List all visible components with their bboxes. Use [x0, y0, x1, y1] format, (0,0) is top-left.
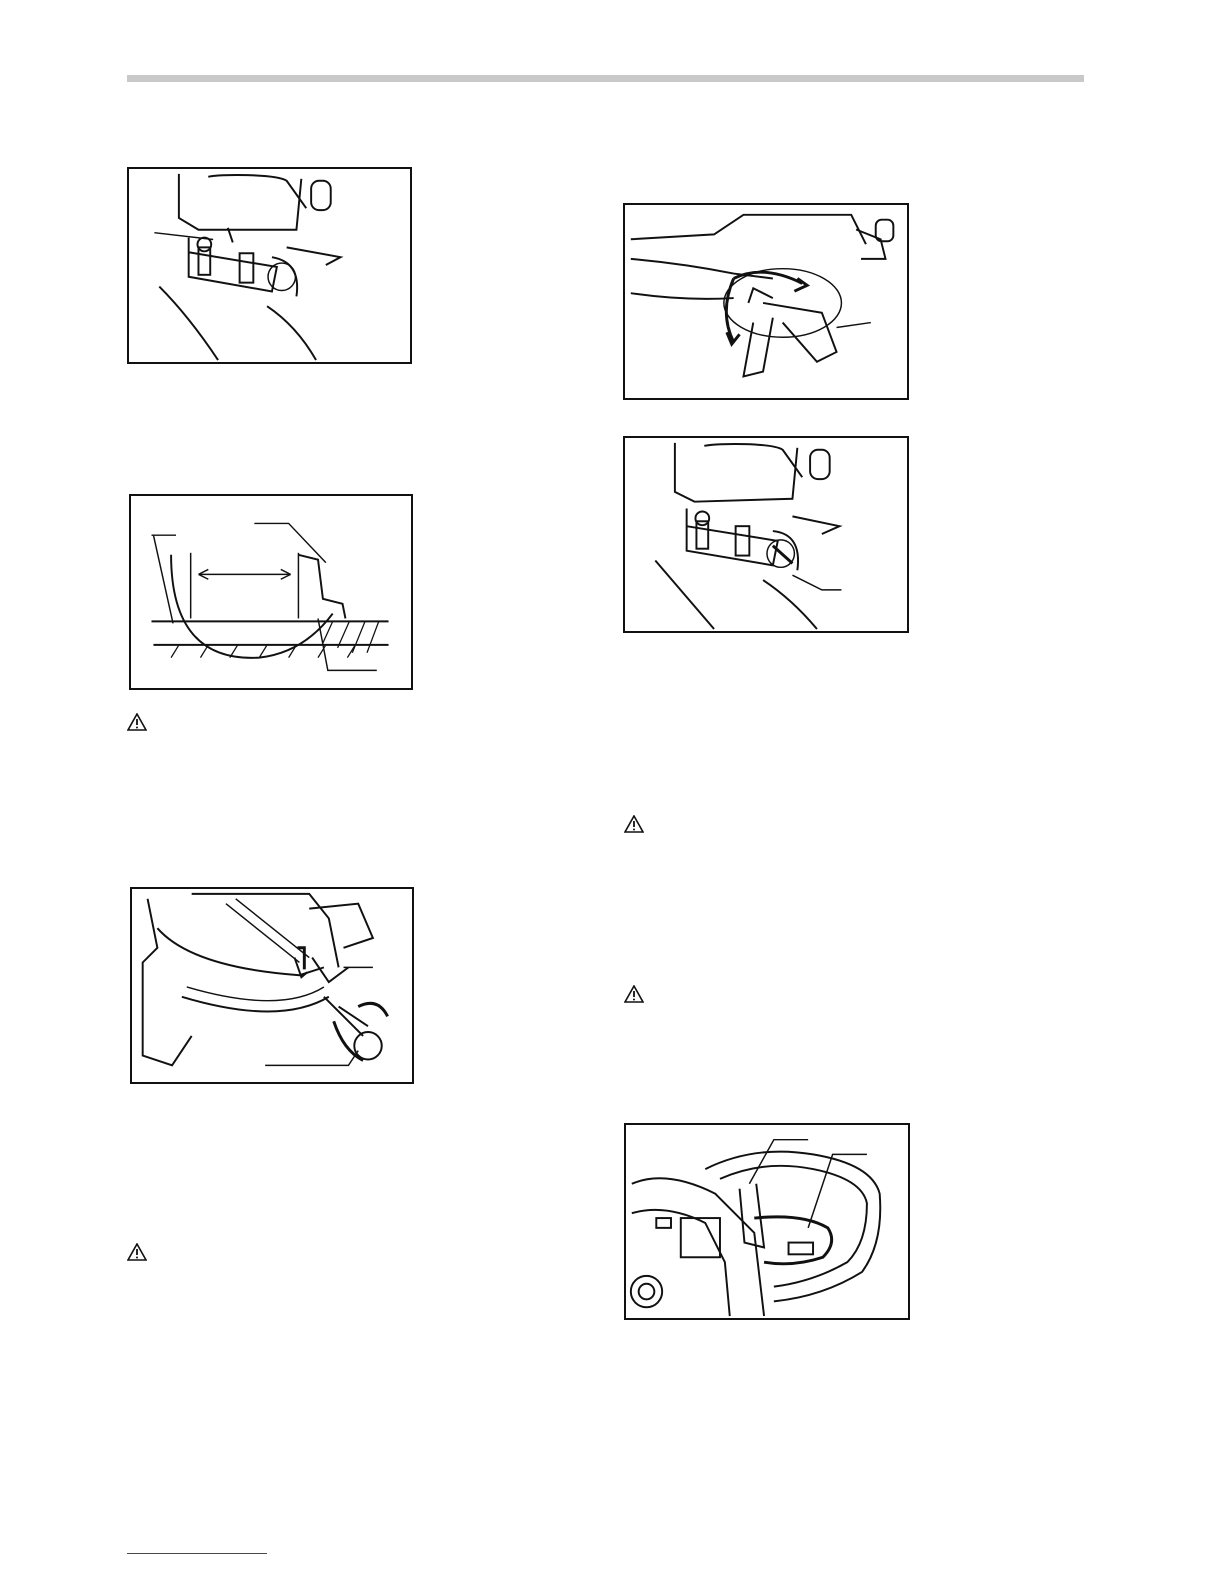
header-rule — [127, 75, 1084, 82]
figure-bevel-pointer — [623, 436, 909, 633]
figure-blade-clearance — [129, 494, 413, 690]
footer-link-underline — [127, 1553, 267, 1554]
figure-bevel-lever — [623, 203, 909, 400]
figure-miter-lock — [130, 887, 414, 1084]
figure-bevel-stopper — [127, 167, 412, 364]
warning-icon — [127, 713, 147, 731]
figure-handle-switch — [624, 1123, 910, 1320]
warning-icon — [127, 1243, 147, 1261]
warning-icon — [624, 985, 644, 1003]
warning-icon — [624, 815, 644, 833]
